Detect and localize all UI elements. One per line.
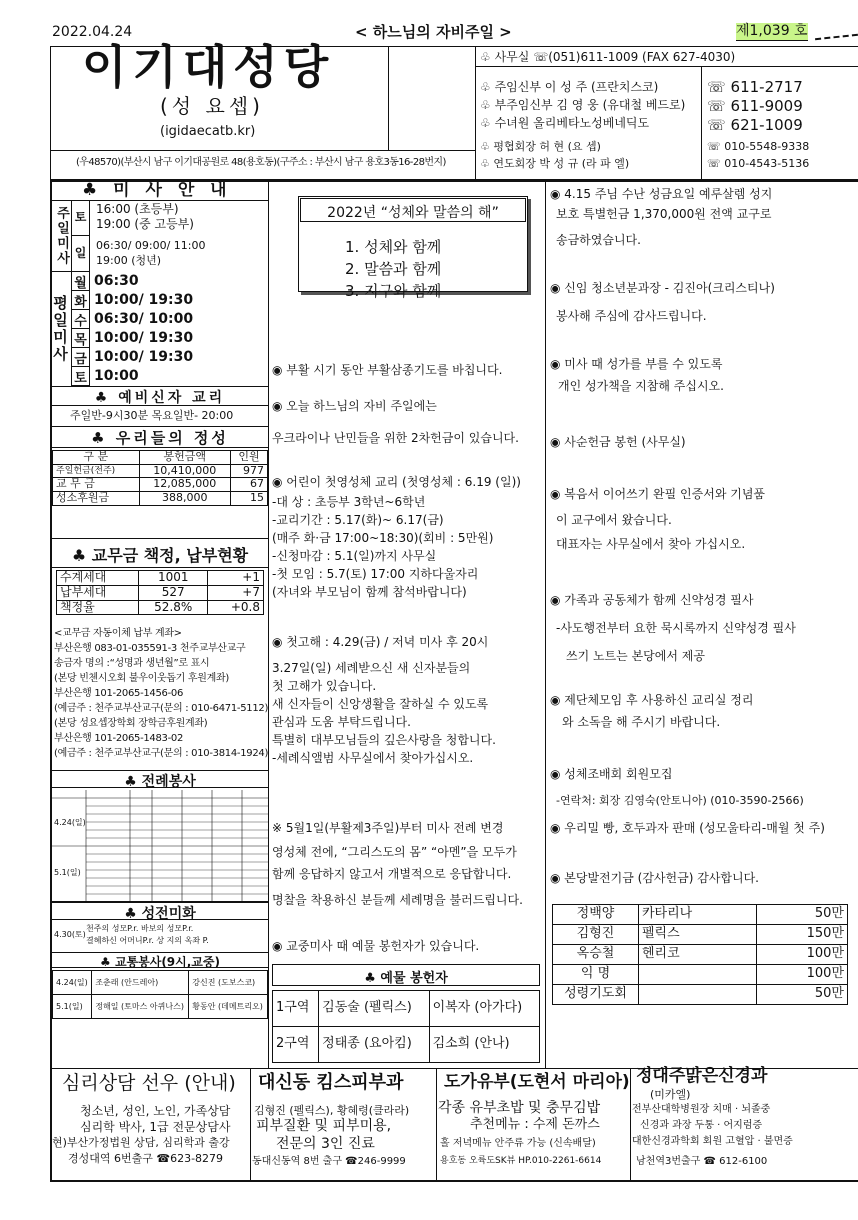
right-news-line: 대표자는 사무실에서 찾아 가십시오.: [556, 537, 746, 551]
center-news-line: 명찰을 착용하신 분들께 세례명을 불러드립니다.: [272, 893, 523, 907]
ad2-line-3: 전문의 3인 진료: [276, 1136, 375, 1152]
center-news-line: 관심과 도움 부탁드립니다.: [272, 715, 411, 729]
center-news-line: 첫 고해가 있습니다.: [272, 679, 377, 693]
center-news-line: ◉ 오늘 하느님의 자비 주일에는: [272, 399, 437, 413]
center-news-line: -첫 모임 : 5.7(토) 17:00 지하다울자리: [272, 567, 479, 581]
ad1-line-1: 청소년, 성인, 노인, 가족상담: [80, 1104, 231, 1118]
offering-title: ♣ 우리들의 정성: [52, 426, 268, 448]
ad1-title: 심리상담 선우 (안내): [62, 1072, 236, 1094]
issue-date: 2022.04.24: [52, 24, 133, 40]
phone-funeral: ☏ 010-4543-5136: [707, 157, 810, 170]
dues-note: (예금주 : 천주교부산교구(문의 : 010-3814-1924): [54, 748, 269, 759]
mass-title: ♣ 미 사 안 내: [82, 180, 232, 200]
center-news-line: ※ 5월1일(부활제3주일)부터 미사 전례 변경: [272, 821, 504, 835]
gift-title: ♣ 예물 봉헌자: [272, 964, 540, 986]
dues-note: 부산은행 101-2065-1483-02: [54, 733, 184, 744]
ad3-line-1: 각종 유부초밥 및 충무김밥: [438, 1100, 601, 1116]
right-news-line: ◉ 본당발전기금 (감사헌금) 감사합니다.: [550, 871, 759, 885]
center-news-line: ◉ 교중미사 때 예물 봉헌자가 있습니다.: [272, 939, 480, 953]
ad3-line-2: 추천메뉴 : 수제 돈까스: [470, 1117, 600, 1132]
phone-pastor: ☏ 611-2717: [707, 78, 803, 96]
ad3-title: 도가유부(도현서 마리아): [444, 1072, 630, 1092]
right-news-line: -연락처: 회장 김영숙(안토니아) (010-3590-2566): [556, 794, 804, 807]
ad4-title: 정대주맑은신경과: [636, 1066, 768, 1086]
sunday-mass-label: 주일미사: [52, 200, 72, 272]
parish-address: (우48570)(부산시 남구 이기대공원로 48(용호동)(구주소 : 부산시 남구 용호3동16-28번지): [76, 157, 446, 168]
center-news-line: -신청마감 : 5.1(일)까지 사무실: [272, 549, 437, 563]
motto-2: 2. 말씀과 함께: [345, 260, 442, 278]
dues-note: <교무금 자동이체 납부 계좌>: [54, 628, 182, 639]
gift-table: 1구역 김동술 (펠릭스) 이복자 (아가다) 2구역 정태종 (요아킴) 김소희 (안나): [272, 990, 540, 1063]
center-news-line: (매주 화·금 17:00~18:30)(회비 : 5만원): [272, 531, 494, 545]
weekday-time: 10:00/ 19:30: [94, 292, 194, 308]
right-news-line: -사도행전부터 요한 묵시록까지 신약성경 필사: [556, 621, 796, 635]
weekday-time: 10:00: [94, 368, 139, 384]
right-news-line: ◉ 신임 청소년분과장 - 김진아(크리스티나): [550, 281, 775, 295]
phone-council: ☏ 010-5548-9338: [707, 140, 810, 153]
issue-number: 제1,039 호: [736, 23, 808, 39]
weekday-mass-label: 평일미사: [52, 272, 72, 386]
liturgy-date-2: 5.1(일): [54, 868, 81, 877]
weekday-label: 금: [72, 348, 90, 367]
right-news-line: ◉ 성체조배회 회원모집: [550, 767, 673, 781]
contact-council: ♧ 평협회장 허 현 (요 셉): [480, 140, 601, 153]
decorative-line: [815, 34, 858, 40]
ad2-title: 대신동 킴스피부과: [258, 1072, 404, 1093]
dues-title: ♣ 교무금 책정, 납부현황: [52, 538, 268, 568]
dues-table: 수계세대 1001 +1 납부세대 527 +7 책정율 52.8% +0.8: [56, 570, 264, 615]
right-news-line: ◉ 제단체모임 후 사용하신 교리실 정리: [550, 693, 754, 707]
motto-3: 3. 지구와 함께: [345, 282, 442, 300]
right-news-line: 이 교구에서 왔습니다.: [556, 513, 672, 527]
liturgy-title: ♣ 전례봉사: [52, 770, 268, 788]
traffic-title: ♣ 교통봉사(9시,교중): [52, 952, 268, 968]
right-news-line: ◉ 4.15 주님 수난 성금요일 예루살렘 성지: [550, 187, 773, 201]
center-news-line: 우크라이나 난민들을 위한 2차헌금이 있습니다.: [272, 431, 519, 445]
contact-nuns: ♧ 수녀원 올리베타노성베네딕도: [480, 116, 650, 130]
dues-note: (본당 성요셉장학회 장학금후원계좌): [54, 718, 208, 729]
weekday-time: 06:30: [94, 273, 139, 289]
right-news-line: 보호 특별헌금 1,370,000원 전액 교구로: [556, 207, 772, 221]
donor-table: 정백양 카타리나 50만 김형진 펠릭스 150만 옥승철 헨리코 100만 익 명 100만 성령기도회 50만: [552, 904, 848, 1005]
center-news-line: ◉ 어린이 첫영성체 교리 (첫영성체 : 6.19 (일)): [272, 475, 521, 489]
liturgy-date-1: 4.24(일): [54, 818, 86, 827]
dues-note: 부산은행 101-2065-1456-06: [54, 688, 184, 699]
ad3-line-3: 홀 저녁메뉴 안주류 가능 (신속배달): [440, 1138, 596, 1149]
dues-note: (예금주 : 천주교부산교구(문의 : 010-6471-5112): [54, 703, 269, 714]
sunday-title: < 하느님의 자비주일 >: [355, 23, 512, 41]
right-news-line: ◉ 가족과 공동체가 함께 신약성경 필사: [550, 593, 754, 607]
center-news-line: ◉ 부활 시기 동안 부활삼종기도를 바칩니다.: [272, 363, 503, 377]
contact-office: ♧ 사무실 ☏(051)611-1009 (FAX 627-4030): [480, 50, 736, 64]
center-news-line: -대 상 : 초등부 3학년~6학년: [272, 495, 426, 509]
dues-note: 부산은행 083-01-035591-3 천주교부산교구: [54, 643, 246, 654]
weekday-time: 06:30/ 10:00: [94, 311, 194, 327]
ad1-line-3: 현)부산가정법원 상담, 심리학과 출강: [52, 1136, 230, 1149]
choir-text-2: 결혜하신 어머니P.r. 상 지의 옥좌 P.: [86, 936, 209, 945]
choir-title: ♣ 성전미화: [52, 902, 268, 920]
right-news-line: 와 소독을 해 주시기 바랍니다.: [562, 715, 721, 729]
weekday-label: 수: [72, 310, 90, 329]
traffic-table: 4.24(일) 조춘래 (안드레아) 강신진 (도보스코) 5.1(일) 정해일 (토마스 아퀴나스) 황동안 (데메트리오): [52, 970, 268, 1019]
contact-pastor: ♧ 주임신부 이 성 주 (프란치스코): [480, 80, 659, 94]
ad4-line-4: 남천역3번출구 ☎ 612-6100: [636, 1156, 768, 1167]
sat-time-1: 16:00 (초등부): [96, 202, 179, 216]
phone-assistant: ☏ 611-9009: [707, 97, 803, 115]
center-news-line: 함께 응답하지 않고서 개별적으로 응답합니다.: [272, 867, 512, 881]
weekday-time: 10:00/ 19:30: [94, 349, 194, 365]
ad4-line-1: 전부산대학병원장 치매 · 뇌졸중: [632, 1104, 771, 1115]
motto-1: 1. 성체와 함께: [345, 238, 442, 256]
right-news-line: 쓰기 노트는 본당에서 제공: [566, 649, 705, 663]
center-news-line: 새 신자들이 신앙생활을 잘하실 수 있도록: [272, 697, 489, 711]
ad3-line-4: 용호동 오륙도SK뷰 HP.010-2261-6614: [440, 1156, 602, 1166]
center-news-line: (자녀와 부모님이 함께 참석바랍니다): [272, 585, 467, 599]
sat-label: 토: [72, 200, 90, 236]
dues-note: 송금자 명의 :“성명과 생년월”로 표시: [54, 658, 210, 669]
dues-note: (본당 빈첸시오회 불우이웃돕기 후원계좌): [54, 673, 229, 684]
choir-text-1: 천주의 성모P.r. 바보의 성모P.r.: [86, 924, 194, 933]
sun-time-1: 06:30/ 09:00/ 11:00: [96, 239, 206, 252]
right-news-line: ◉ 우리밀 빵, 호두과자 판매 (성모울타리-매월 첫 주): [550, 821, 825, 835]
contact-assistant: ♧ 부주임신부 김 영 웅 (유대철 베드로): [480, 98, 686, 112]
liturgy-grid: [52, 790, 268, 902]
offering-table: 구 분 봉헌금액 인원 주일헌금(전주) 10,410,000 977 교 무 금 12,085,000 67 성소후원금 388,000 15: [52, 450, 268, 506]
right-news-line: 송금하였습니다.: [556, 233, 641, 247]
sat-time-2: 19:00 (중 고등부): [96, 217, 194, 231]
weekday-time: 10:00/ 19:30: [94, 330, 194, 346]
center-news-line: 3.27일(일) 세례받으신 새 신자분들의: [272, 661, 471, 675]
ad4-line-2: 신경과 과장 두통 · 어지럼증: [640, 1120, 763, 1131]
ad2-line-1: 김형진 (펠릭스), 황혜령(클라라): [254, 1104, 410, 1117]
motto-title: 2022년 “성체와 말씀의 해”: [300, 198, 526, 222]
weekday-label: 월: [72, 272, 90, 291]
center-news-line: -세례식앨범 사무실에서 찾아가십시오.: [272, 751, 474, 765]
ad2-line-4: 동대신동역 8번 출구 ☎246-9999: [252, 1156, 406, 1167]
ad4-line-3: 대한신경과학회 회원 고혈압 · 불면증: [632, 1136, 793, 1147]
ad1-line-4: 경성대역 6번출구 ☎623-8279: [68, 1152, 224, 1165]
sun-label: 일: [72, 236, 90, 272]
center-news-line: 특별히 대부모님들의 깊은사랑을 청합니다.: [272, 733, 496, 747]
ad4-sub: (미카엘): [650, 1088, 691, 1101]
center-news-line: ◉ 첫고해 : 4.29(금) / 저녁 미사 후 20시: [272, 635, 489, 649]
right-news-line: ◉ 미사 때 성가를 부를 수 있도록: [550, 357, 723, 371]
choir-date: 4.30(토): [54, 930, 86, 939]
weekday-label: 목: [72, 329, 90, 348]
ad1-line-2: 심리학 박사, 1급 전문상담사: [80, 1120, 231, 1134]
center-news-line: -교리기간 : 5.17(화)~ 6.17(금): [272, 513, 444, 527]
weekday-label: 화: [72, 291, 90, 310]
phone-nuns: ☏ 621-1009: [707, 116, 803, 134]
catechumen-title: ♣ 예비신자 교리: [52, 386, 268, 406]
parish-patron: (성 요셉): [160, 94, 264, 118]
liturgy-table-lines: [52, 790, 268, 902]
parish-website[interactable]: (igidaecatb.kr): [160, 124, 256, 139]
contact-funeral: ♧ 연도회장 박 성 규 (라 파 엘): [480, 157, 630, 170]
catechumen-text: 주일반-9시30분 목요일반- 20:00: [70, 409, 234, 422]
center-news-line: 영성체 전에, “그리스도의 몸” “아멘”을 모두가: [272, 845, 517, 859]
right-news-line: 개인 성가책을 지참해 주십시오.: [558, 379, 724, 393]
weekday-label: 토: [72, 367, 90, 386]
sun-time-2: 19:00 (청년): [96, 254, 162, 267]
right-news-line: 봉사해 주심에 감사드립니다.: [556, 309, 707, 323]
right-news-line: ◉ 복음서 이어쓰기 완필 인증서와 기념품: [550, 487, 766, 501]
ad2-line-2: 피부질환 및 피부미용,: [256, 1118, 392, 1134]
right-news-line: ◉ 사순헌금 봉헌 (사무실): [550, 435, 686, 449]
parish-name: 이기대성당: [82, 40, 335, 94]
